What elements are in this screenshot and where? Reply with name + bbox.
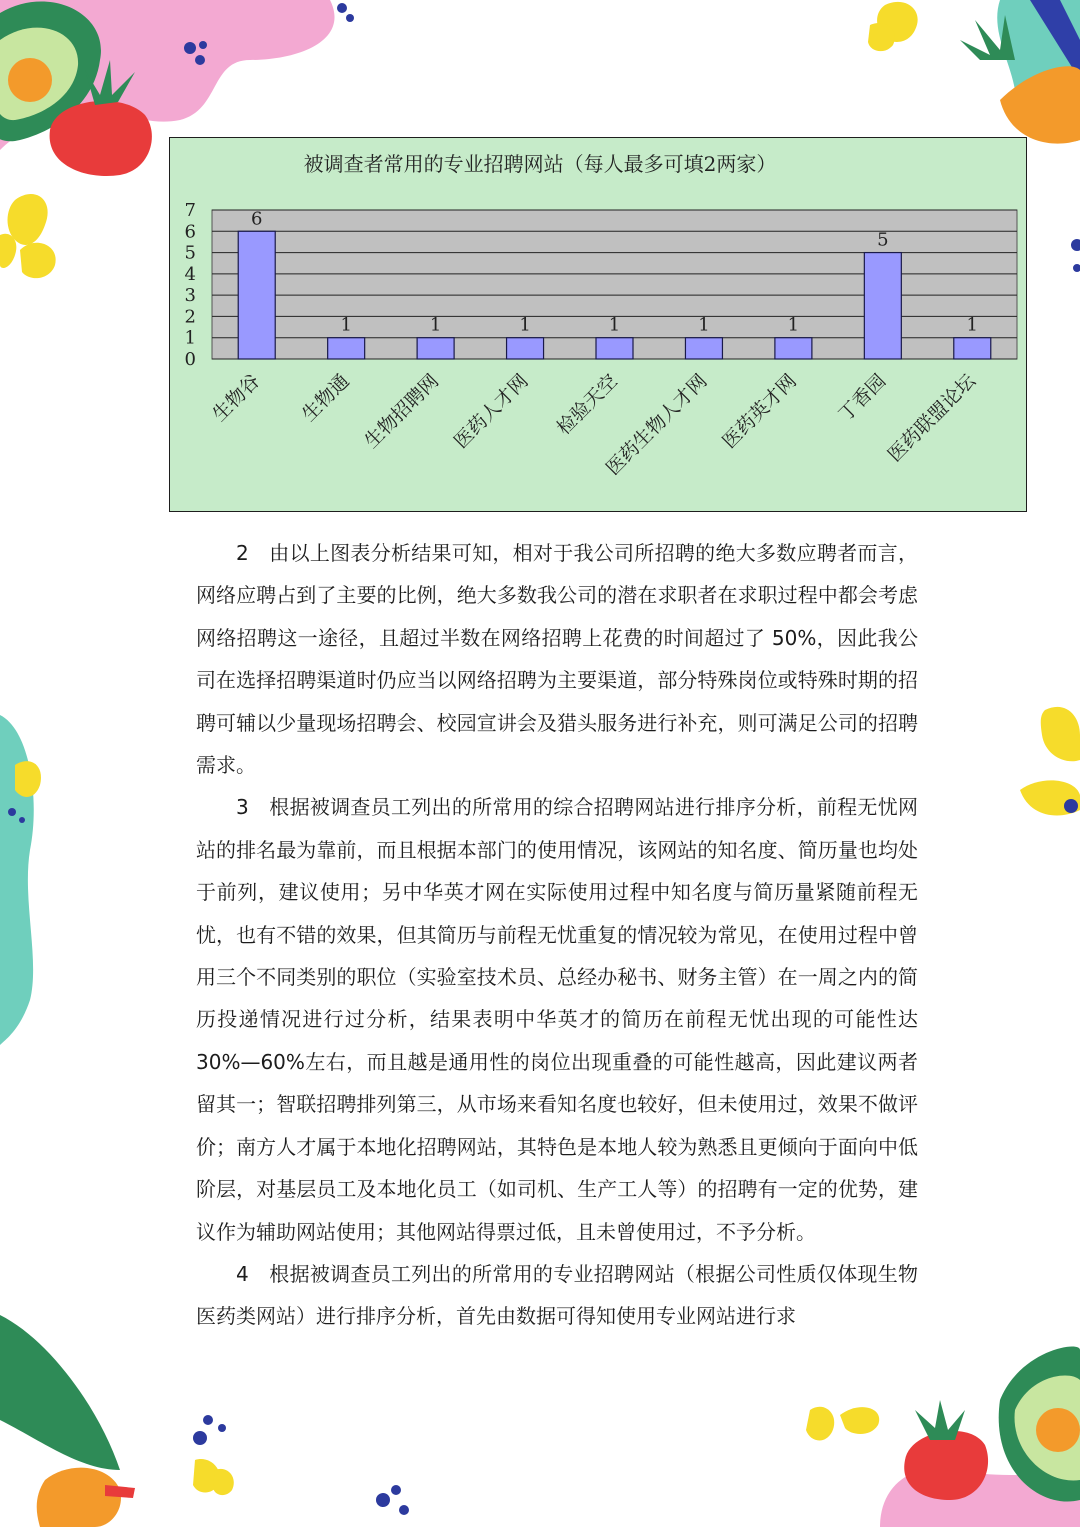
x-tick-label: 丁香园: [834, 369, 891, 426]
x-tick-label: 医药联盟论坛: [883, 369, 980, 467]
data-label: 6: [250, 208, 263, 230]
tomato-icon-bottom: [904, 1400, 988, 1500]
data-label: 5: [877, 229, 889, 251]
y-tick-label: 4: [184, 263, 196, 285]
data-label: 1: [340, 314, 352, 336]
x-tick-label: 医药生物人才网: [601, 369, 712, 480]
x-tick-label: 生物招聘网: [360, 369, 444, 453]
bar-chart: [0, 0, 1080, 520]
bar: [238, 231, 275, 359]
x-tick-label: 医药英才网: [718, 369, 801, 453]
bar: [507, 338, 544, 359]
x-tick-label: 生物谷: [208, 369, 265, 426]
bar: [954, 338, 991, 359]
x-tick-label: 医药人才网: [449, 369, 533, 453]
body-text: [196, 532, 918, 1338]
bar: [864, 253, 901, 359]
data-label: 1: [966, 314, 979, 336]
bar: [685, 338, 722, 359]
yellow-fruit-right: [1041, 707, 1080, 761]
x-tick-label: 生物通: [297, 369, 354, 426]
y-tick-label: 0: [184, 349, 196, 370]
bar: [417, 338, 454, 359]
x-tick-label: 检验天空: [552, 369, 623, 440]
data-label: 1: [608, 314, 621, 336]
bar: [596, 338, 633, 359]
y-tick-label: 6: [184, 221, 196, 243]
y-tick-label: 2: [184, 306, 196, 328]
y-tick-label: 1: [184, 327, 196, 349]
y-tick-label: 5: [184, 242, 196, 264]
data-label: 1: [787, 314, 800, 336]
paragraph-4: 4 根据被调查员工列出的所常用的专业招聘网站（根据公司性质仅体现生物医药类网站）进行排序分析，首先由数据可得知使用专业网站进行求: [196, 1261, 918, 1329]
data-label: 1: [429, 314, 442, 336]
bar: [328, 338, 365, 359]
y-tick-label: 7: [184, 200, 196, 221]
bar: [775, 338, 812, 359]
paragraph-3: 3 根据被调查员工列出的所常用的综合招聘网站进行排序分析，前程无忧网站的排名最为靠前，而且根据本部门的使用情况，该网站的知名度、简历量也均处于前列，建议使用；另中华英才网在实际使用过程中知名度与简历量紧随前程无忧，也有不错的效果，但其简历与前程无忧重复的情况较为常见，在使用过程中曾用三个不同类别的职位（实验室技术员、总经办秘书、财务主管）在一周之内的简历投递情况进行过分析，结果表明中华英才的简历在前程无忧出现的可能性达 30%—60%左右，而且越是通用性的岗位出现重叠的可能性越高，因此建议两者留其一；智联招聘排列第三，从市场来看知名度也较好，但未使用过，效果不做评价；南方人才属于本地化招聘网站，其特色是本地人较为熟悉且更倾向于面向中低阶层，对基层员工及本地化员工（如司机、生产工人等）的招聘有一定的优势，建议作为辅助网站使用；其他网站得票过低，且未曾使用过，不予分析。: [196, 795, 918, 1244]
y-tick-label: 3: [184, 285, 196, 307]
data-label: 1: [519, 314, 531, 336]
paragraph-2: 2 由以上图表分析结果可知，相对于我公司所招聘的绝大多数应聘者而言，网络应聘占到了主要的比例，绝大多数我公司的潜在求职者在求职过程中都会考虑网络招聘这一途径，且超过半数在网络招聘上花费的时间超过了 50%，因此我公司在选择招聘渠道时仍应当以网络招聘为主要渠道，部分特殊岗位或特殊时期的招聘可辅以少量现场招聘会、校园宣讲会及猎头服务进行补充，则可满足公司的招聘需求。: [196, 541, 918, 778]
chart-title: 被调查者常用的专业招聘网站（每人最多可填2两家）: [303, 152, 777, 176]
leaf-icon: [0, 1315, 120, 1470]
carrot-icon-bottom: [37, 1468, 135, 1527]
data-label: 1: [698, 314, 710, 336]
